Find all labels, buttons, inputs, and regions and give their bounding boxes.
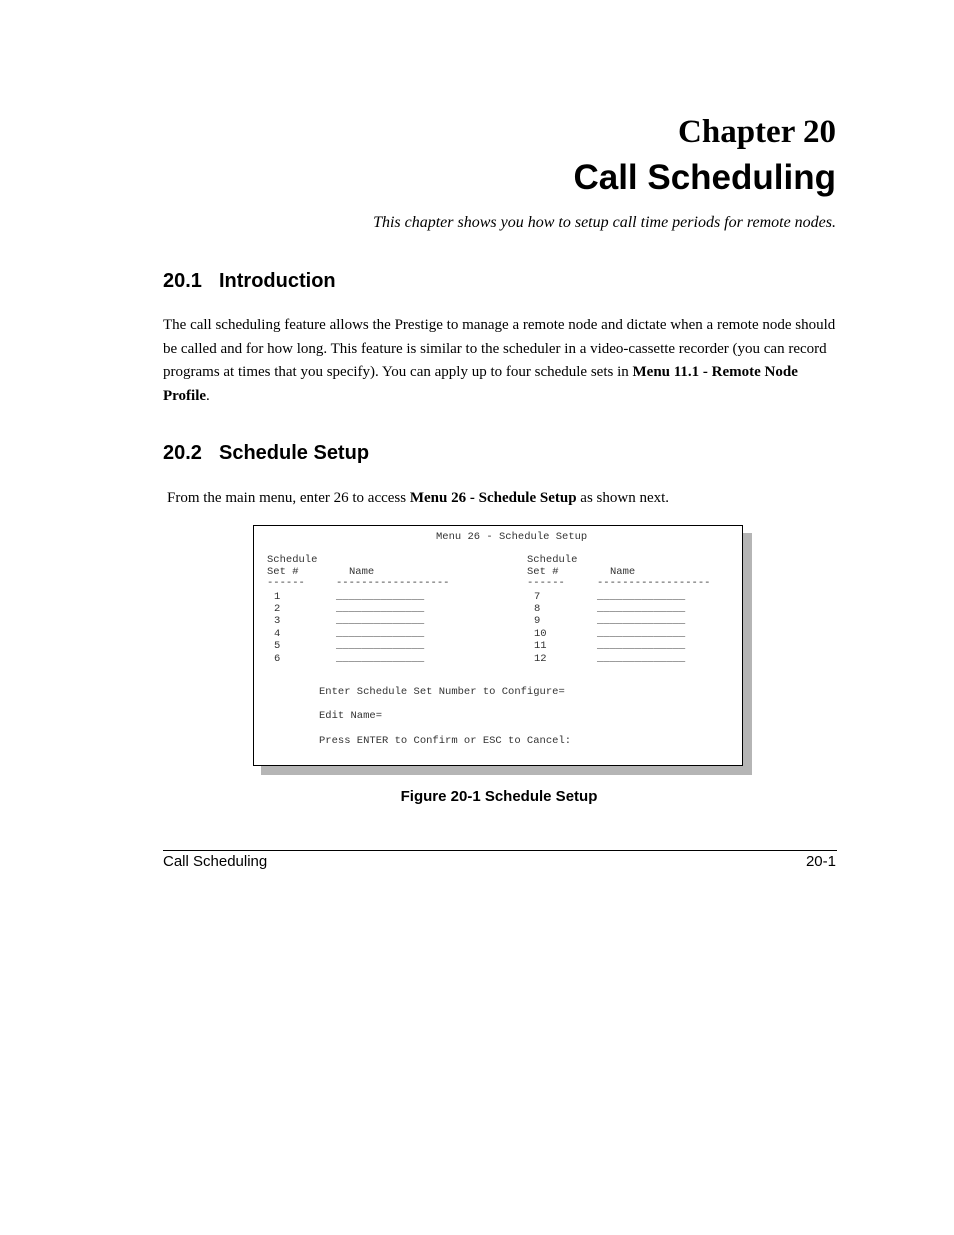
prompt-set-number[interactable]: Enter Schedule Set Number to Configure= [319, 686, 565, 698]
schedule-set-name[interactable]: ______________ [597, 628, 686, 640]
section-heading-introduction [163, 268, 336, 294]
paragraph-text: The call scheduling feature allows the Prestige to manage a remote node and dictate when a remote node should be called and for how long. This feature is similar to the scheduler in a video-cassette recorder (you can record programs at times that you specify). You can apply up to four schedule sets in [163, 317, 836, 380]
prompt-edit-name[interactable]: Edit Name= [319, 710, 383, 722]
schedule-set-name[interactable]: ______________ [597, 591, 686, 603]
schedule-set-number: 1 [274, 591, 281, 603]
schedule-set-number: 9 [534, 615, 541, 627]
chapter-number: Chapter 20 [678, 114, 836, 150]
footer-divider [163, 850, 837, 851]
col1-dash-name: ------------------ [336, 577, 450, 589]
schedule-set-name[interactable]: ______________ [336, 615, 425, 627]
col2-header-schedule: Schedule [527, 554, 578, 566]
schedule-set-name[interactable]: ______________ [336, 591, 425, 603]
footer-page-number: 20-1 [805, 853, 836, 870]
col1-header-name: Name [349, 566, 375, 578]
col2-dash-name: ------------------ [597, 577, 711, 589]
schedule-setup-paragraph [167, 487, 847, 511]
schedule-set-name[interactable]: ______________ [597, 615, 686, 627]
schedule-set-name[interactable]: ______________ [597, 640, 686, 652]
menu-reference: Menu 11.1 - Remote Node Profile [163, 364, 798, 404]
menu-title: Menu 26 - Schedule Setup [436, 531, 588, 543]
schedule-set-name[interactable]: ______________ [336, 640, 425, 652]
chapter-intro: This chapter shows you how to setup call time periods for remote nodes. [373, 214, 836, 231]
schedule-set-number: 2 [274, 603, 281, 615]
schedule-set-number: 4 [274, 628, 281, 640]
section-number: 20.2 [163, 442, 202, 464]
schedule-set-number: 8 [534, 603, 541, 615]
schedule-set-name[interactable]: ______________ [336, 628, 425, 640]
terminal-screen [253, 525, 743, 766]
schedule-set-number: 7 [534, 591, 541, 603]
col1-header-set: Set # [267, 566, 299, 578]
schedule-set-number: 5 [274, 640, 281, 652]
footer-chapter-name: Call Scheduling [163, 853, 268, 870]
schedule-set-number: 11 [534, 640, 547, 652]
section-title: Introduction [219, 270, 336, 292]
schedule-set-number: 12 [534, 653, 547, 665]
schedule-set-number: 6 [274, 653, 281, 665]
section-heading-schedule-setup [163, 440, 369, 466]
paragraph-text-end: . [206, 387, 210, 404]
menu-reference: Menu 26 - Schedule Setup [409, 490, 577, 506]
prompt-confirm-cancel: Press ENTER to Confirm or ESC to Cancel: [319, 735, 572, 747]
schedule-set-number: 3 [274, 615, 281, 627]
section-title: Schedule Setup [219, 442, 370, 464]
schedule-set-number: 10 [534, 628, 547, 640]
schedule-set-name[interactable]: ______________ [336, 653, 425, 665]
col2-header-name: Name [610, 566, 636, 578]
section-number: 20.1 [163, 270, 202, 292]
figure-caption: Figure 20-1 Schedule Setup [400, 788, 598, 805]
col1-header-schedule: Schedule [267, 554, 318, 566]
col1-dash-set: ------ [267, 577, 305, 589]
paragraph-text: From the main menu, enter 26 to access [167, 490, 410, 506]
col2-header-set: Set # [527, 566, 559, 578]
introduction-paragraph [163, 314, 843, 408]
schedule-set-name[interactable]: ______________ [597, 653, 686, 665]
chapter-title: Call Scheduling [573, 158, 836, 197]
paragraph-text-end: as shown next. [576, 490, 670, 506]
col2-dash-set: ------ [527, 577, 565, 589]
schedule-set-name[interactable]: ______________ [336, 603, 425, 615]
schedule-set-name[interactable]: ______________ [597, 603, 686, 615]
